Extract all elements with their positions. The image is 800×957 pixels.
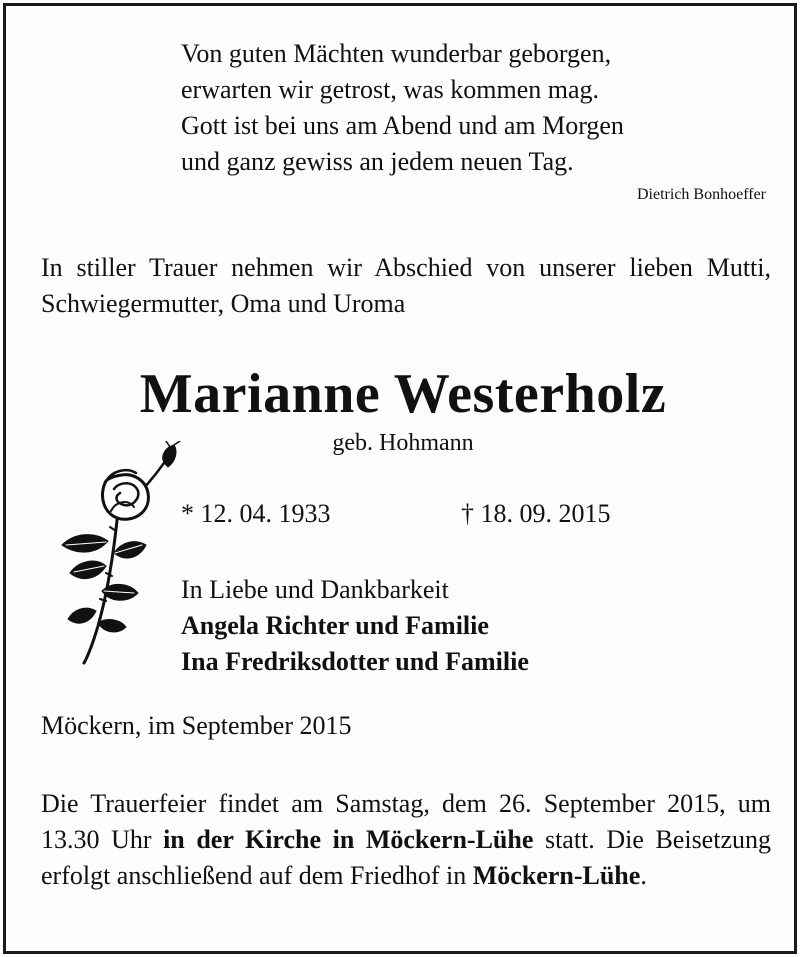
- place-date: Möckern, im September 2015: [41, 711, 352, 740]
- birth-date: * 12. 04. 1933: [181, 499, 331, 528]
- intro-text: In stiller Trauer nehmen wir Abschied von unserer lieben Mutti, Schwiegermutter, Oma und Uroma: [41, 253, 771, 318]
- birth-name: geb. Hohmann: [332, 430, 474, 456]
- poem-line: Gott ist bei uns am Abend und am Morgen: [181, 111, 624, 140]
- cemetery-location: Möckern-Lühe: [472, 861, 641, 890]
- rose-icon: [36, 441, 186, 666]
- deceased-name: Marianne Westerholz: [139, 363, 667, 425]
- poem: [181, 36, 624, 180]
- funeral-text: .: [640, 861, 647, 890]
- mourners: [181, 572, 529, 680]
- obituary-notice: [3, 3, 797, 954]
- mourner-family: Ina Fredriksdotter und Familie: [181, 647, 529, 676]
- poem-line: Von guten Mächten wunderbar geborgen,: [181, 39, 612, 68]
- funeral-location: in der Kirche in Möckern-Lühe: [163, 825, 534, 854]
- poem-line: und ganz gewiss an jedem neuen Tag.: [181, 147, 574, 176]
- mourners-intro: In Liebe und Dankbarkeit: [181, 575, 449, 604]
- mourner-family: Angela Richter und Familie: [181, 611, 489, 640]
- funeral-notice: [41, 786, 771, 894]
- poem-line: erwarten wir getrost, was kommen mag.: [181, 75, 600, 104]
- funeral-text: statt. Die Beisetzung erfolgt anschließend auf dem Friedhof in: [41, 825, 771, 890]
- poem-author: Dietrich Bonhoeffer: [637, 186, 766, 203]
- death-date: † 18. 09. 2015: [461, 499, 611, 528]
- funeral-text: Die Trauerfeier findet am Samstag, dem 26. September 2015, um 13.30 Uhr: [41, 789, 771, 854]
